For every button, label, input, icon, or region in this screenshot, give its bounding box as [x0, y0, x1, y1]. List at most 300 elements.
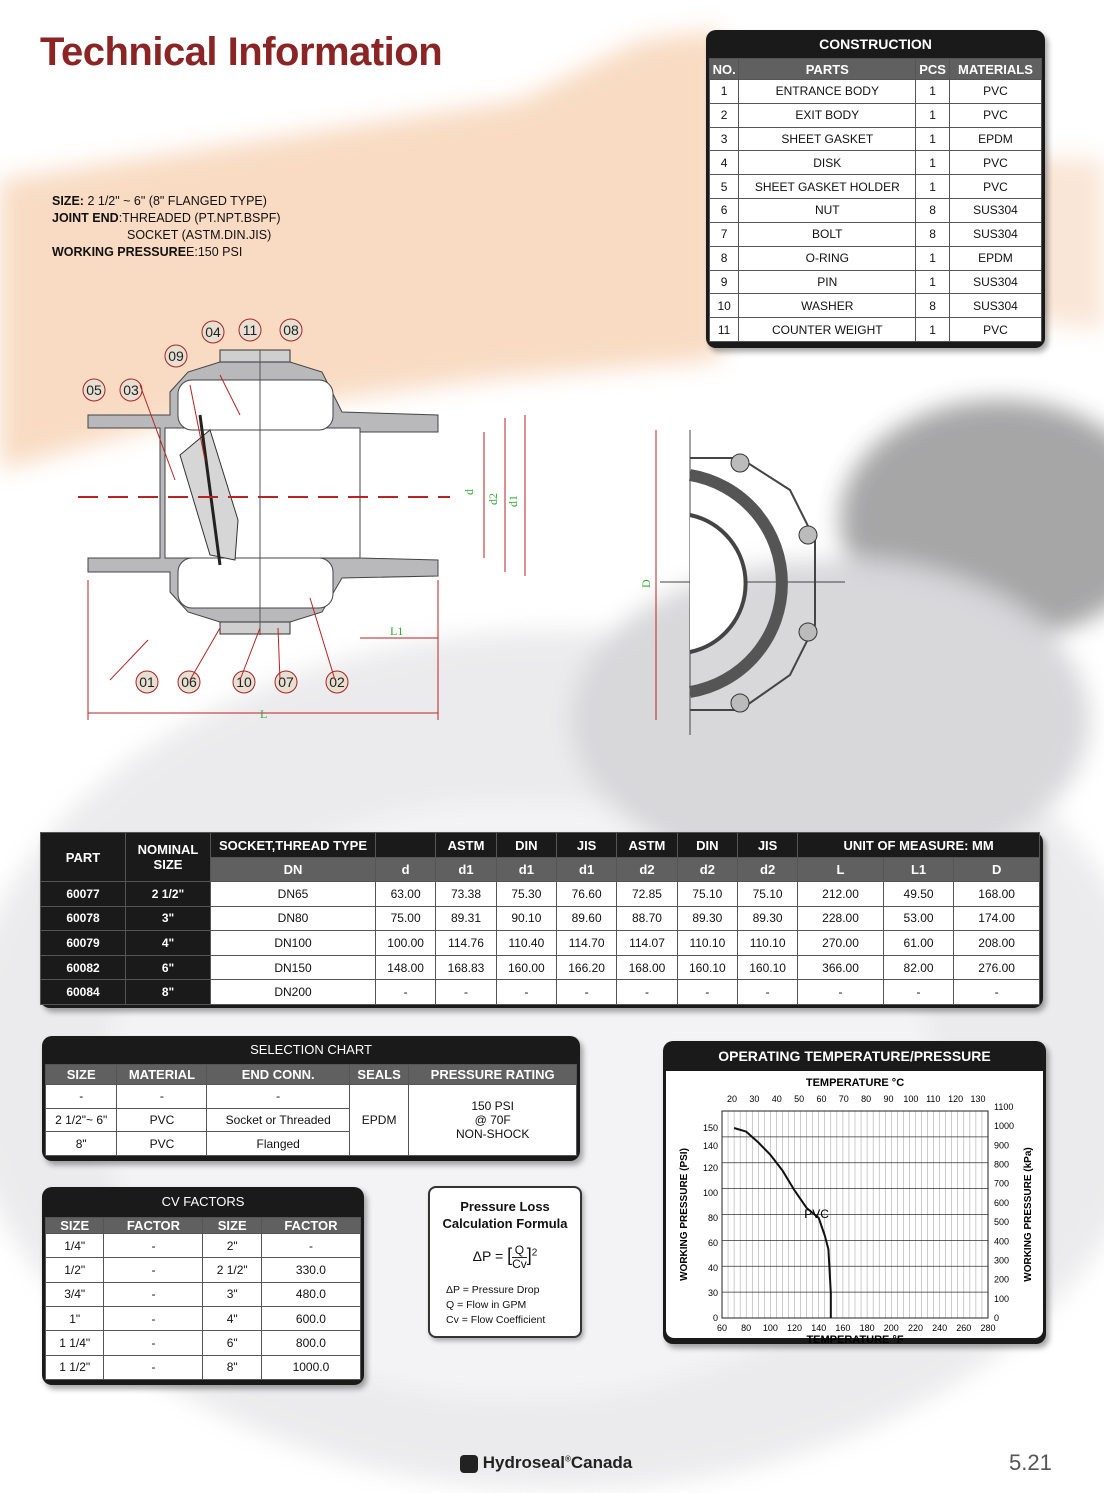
- x-tick: 80: [741, 1323, 752, 1333]
- x-axis-label: TEMPERATURE °F: [806, 1334, 904, 1346]
- y-tick: 140: [702, 1141, 718, 1151]
- construction-table: [706, 30, 1045, 348]
- dim-cell: 110.10: [737, 931, 797, 956]
- cv-cell: -: [104, 1234, 203, 1258]
- construction-title: CONSTRUCTION: [819, 36, 932, 52]
- y2-tick: 600: [994, 1197, 1010, 1208]
- callout-label: 06: [181, 674, 197, 690]
- top-tick: 130: [970, 1094, 986, 1104]
- selection-title: SELECTION CHART: [250, 1042, 372, 1057]
- construction-cell: PVC: [949, 80, 1041, 104]
- eq-lhs: ΔP =: [472, 1248, 504, 1265]
- x-tick: 160: [835, 1323, 851, 1333]
- top-tick: 20: [726, 1094, 738, 1104]
- dim-cell: 208.00: [954, 931, 1040, 956]
- nominal-size: 2 1/2": [126, 882, 211, 907]
- selection-cell: -: [207, 1085, 349, 1109]
- part-number: 60077: [41, 882, 126, 907]
- dim-d2-label: d2: [486, 493, 500, 505]
- dim-cell: 76.60: [556, 882, 616, 907]
- construction-row: [710, 80, 1042, 104]
- construction-cell: PVC: [949, 318, 1041, 342]
- dim-cell: -: [677, 980, 737, 1005]
- construction-cell: SUS304: [949, 222, 1041, 246]
- page-number: 5.21: [1009, 1450, 1052, 1475]
- seals-cell: EPDM: [349, 1085, 408, 1156]
- construction-cell: 2: [710, 103, 739, 127]
- dim-l-label: L: [260, 707, 268, 721]
- callout-label: 01: [139, 674, 155, 690]
- dim-cell: 49.50: [883, 882, 953, 907]
- construction-cell: 1: [916, 80, 950, 104]
- cv-title: CV FACTORS: [161, 1194, 245, 1209]
- construction-row: [710, 127, 1042, 151]
- dim-cell: -: [496, 980, 556, 1005]
- dim-cell: 89.60: [556, 906, 616, 931]
- construction-row: [710, 294, 1042, 318]
- brand-suffix: Canada: [570, 1453, 633, 1472]
- construction-cell: NUT: [739, 199, 916, 223]
- dim-col-header: d1: [556, 858, 616, 882]
- dim-row: [41, 931, 1040, 956]
- y-tick: 100: [702, 1188, 718, 1198]
- dim-col-header: L1: [883, 858, 953, 882]
- rating-line: 150 PSI: [471, 1099, 515, 1113]
- rating-cell: [409, 1085, 577, 1156]
- dimensions-table: [40, 832, 1043, 1008]
- formula-legend: [446, 1283, 580, 1328]
- construction-cell: DISK: [739, 151, 916, 175]
- dim-cell: 160.00: [496, 955, 556, 980]
- dim-cell: 110.10: [677, 931, 737, 956]
- top-tick: 60: [816, 1094, 827, 1104]
- top-tick: 30: [749, 1094, 760, 1104]
- dim-cell: 90.10: [496, 906, 556, 931]
- selection-cell: 2 1/2"~ 6": [46, 1108, 117, 1132]
- construction-cell: 1: [916, 175, 950, 199]
- cv-cell: 2 1/2": [203, 1258, 261, 1282]
- dim-cell: 148.00: [376, 955, 436, 980]
- construction-cell: 3: [710, 127, 739, 151]
- dim-row: [41, 955, 1040, 980]
- y2-tick: 100: [994, 1293, 1010, 1304]
- dim-cell: 228.00: [798, 906, 884, 931]
- rating-line: @ 70F: [474, 1113, 511, 1127]
- selection-cell: Socket or Threaded: [207, 1108, 349, 1132]
- dim-col-header: L: [798, 858, 884, 882]
- dim-d1-label: d1: [506, 495, 520, 507]
- dim-big-d-label: D: [639, 579, 653, 588]
- dim-cell: -: [798, 980, 884, 1005]
- top-axis-label: TEMPERATURE °C: [805, 1077, 905, 1089]
- cv-header: SIZE: [46, 1218, 104, 1234]
- selection-cell: PVC: [117, 1108, 207, 1132]
- cv-cell: 1000.0: [261, 1355, 360, 1379]
- eq-exponent: 2: [531, 1247, 538, 1259]
- y2-tick: 700: [994, 1178, 1010, 1189]
- size-value: 2 1/2" ~ 6" (8" FLANGED TYPE): [87, 194, 267, 208]
- top-tick: 50: [794, 1094, 805, 1104]
- selection-cell: 8": [46, 1132, 117, 1156]
- callout-label: 07: [278, 674, 294, 690]
- cv-cell: 1 1/4": [46, 1331, 104, 1355]
- y2-tick: 400: [994, 1236, 1010, 1247]
- cv-cell: -: [104, 1282, 203, 1306]
- dim-cell: DN65: [211, 882, 376, 907]
- selection-header: SEALS: [349, 1065, 408, 1085]
- dim-d-label: d: [462, 489, 476, 495]
- dim-col-header: d2: [617, 858, 677, 882]
- construction-cell: SUS304: [949, 199, 1041, 223]
- dim-cell: 174.00: [954, 906, 1040, 931]
- y-tick: 150: [702, 1123, 718, 1133]
- construction-cell: PIN: [739, 270, 916, 294]
- valve-side-drawing: [630, 420, 860, 740]
- cv-row: [46, 1306, 361, 1330]
- selection-cell: PVC: [117, 1132, 207, 1156]
- cv-cell: 800.0: [261, 1331, 360, 1355]
- cv-cell: 3": [203, 1282, 261, 1306]
- dim-col-header: d2: [737, 858, 797, 882]
- cv-cell: 330.0: [261, 1258, 360, 1282]
- x-tick: 200: [883, 1323, 899, 1333]
- std-jis-1: JIS: [556, 833, 616, 858]
- legend-q: Q = Flow in GPM: [446, 1299, 527, 1311]
- construction-cell: 1: [710, 80, 739, 104]
- construction-cell: WASHER: [739, 294, 916, 318]
- spec-summary: [52, 193, 281, 261]
- cv-header: FACTOR: [261, 1218, 360, 1234]
- dim-cell: 75.10: [677, 882, 737, 907]
- construction-cell: SHEET GASKET HOLDER: [739, 175, 916, 199]
- chart-title: OPERATING TEMPERATURE/PRESSURE: [718, 1048, 991, 1064]
- dim-cell: 270.00: [798, 931, 884, 956]
- cv-cell: -: [104, 1258, 203, 1282]
- construction-cell: ENTRANCE BODY: [739, 80, 916, 104]
- formula-equation: $\Delta P = [\frac{Q}{Cv}]^2$: [472, 1243, 538, 1271]
- dim-cell: 100.00: [376, 931, 436, 956]
- brand-name: Hydroseal: [482, 1453, 565, 1472]
- dim-cell: 212.00: [798, 882, 884, 907]
- construction-row: [710, 318, 1042, 342]
- callout-label: 11: [242, 322, 258, 338]
- y2-tick: 800: [994, 1159, 1010, 1170]
- temperature-pressure-chart: [663, 1041, 1046, 1344]
- col-socket: SOCKET,THREAD TYPE: [211, 833, 376, 858]
- cv-cell: -: [104, 1331, 203, 1355]
- cv-header: FACTOR: [104, 1218, 203, 1234]
- cv-cell: 1 1/2": [46, 1355, 104, 1379]
- cv-cell: 1/2": [46, 1258, 104, 1282]
- construction-cell: SUS304: [949, 294, 1041, 318]
- dim-cell: 72.85: [617, 882, 677, 907]
- cv-cell: 1/4": [46, 1234, 104, 1258]
- eq-denominator: Cv: [512, 1257, 527, 1271]
- dim-cell: -: [737, 980, 797, 1005]
- nominal-size: 8": [126, 980, 211, 1005]
- nominal-size: 6": [126, 955, 211, 980]
- x-tick: 120: [787, 1323, 803, 1333]
- y-tick: 30: [707, 1288, 718, 1298]
- dim-cell: 168.00: [954, 882, 1040, 907]
- eq-numerator: Q: [514, 1243, 525, 1257]
- cv-row: [46, 1331, 361, 1355]
- cv-row: [46, 1355, 361, 1379]
- x-tick: 60: [716, 1323, 728, 1333]
- construction-cell: SUS304: [949, 270, 1041, 294]
- part-number: 60078: [41, 906, 126, 931]
- dim-cell: 160.10: [677, 955, 737, 980]
- construction-cell: 1: [916, 246, 950, 270]
- selection-header: MATERIAL: [117, 1065, 207, 1085]
- dim-cell: 160.10: [737, 955, 797, 980]
- col-nominal-size: [126, 833, 211, 882]
- construction-cell: 8: [916, 222, 950, 246]
- part-number: 60084: [41, 980, 126, 1005]
- logo-icon: [460, 1455, 478, 1473]
- pressure-value: E:150 PSI: [186, 245, 243, 259]
- dim-cell: 73.38: [436, 882, 496, 907]
- dim-cell: 53.00: [883, 906, 953, 931]
- construction-cell: 1: [916, 270, 950, 294]
- dim-cell: 110.40: [496, 931, 556, 956]
- cv-cell: -: [104, 1355, 203, 1379]
- construction-header: MATERIALS: [949, 59, 1041, 80]
- std-astm-1: ASTM: [436, 833, 496, 858]
- joint-value-2: SOCKET (ASTM.DIN.JIS): [127, 228, 272, 242]
- size-label: SIZE:: [52, 194, 84, 208]
- construction-row: [710, 222, 1042, 246]
- joint-label: JOINT END: [52, 211, 119, 225]
- construction-cell: 7: [710, 222, 739, 246]
- cv-row: [46, 1234, 361, 1258]
- cv-cell: 600.0: [261, 1306, 360, 1330]
- dim-col-header: D: [954, 858, 1040, 882]
- construction-cell: SHEET GASKET: [739, 127, 916, 151]
- y2-tick: 1100: [994, 1102, 1014, 1112]
- dim-cell: DN100: [211, 931, 376, 956]
- y2-tick: 200: [994, 1274, 1010, 1285]
- construction-row: [710, 175, 1042, 199]
- dim-cell: 82.00: [883, 955, 953, 980]
- dim-cell: 89.31: [436, 906, 496, 931]
- cv-cell: 6": [203, 1331, 261, 1355]
- construction-cell: 11: [710, 318, 739, 342]
- callout-label: 03: [123, 382, 139, 398]
- pressure-label: WORKING PRESSURE: [52, 245, 187, 259]
- dim-col-header: d2: [677, 858, 737, 882]
- dim-col-header: d1: [496, 858, 556, 882]
- top-tick: 70: [838, 1094, 849, 1104]
- dim-cell: -: [954, 980, 1040, 1005]
- construction-cell: EXIT BODY: [739, 103, 916, 127]
- selection-header: END CONN.: [207, 1065, 349, 1085]
- callout-label: 04: [205, 324, 221, 340]
- dim-row: [41, 882, 1040, 907]
- cv-factors-table: [42, 1187, 364, 1385]
- dim-cell: 168.00: [617, 955, 677, 980]
- selection-grid: [45, 1064, 577, 1156]
- series-label-pvc: PVC: [804, 1207, 829, 1221]
- nominal-size: 3": [126, 906, 211, 931]
- x-tick: 280: [980, 1323, 996, 1333]
- size-label-2: SIZE: [153, 857, 183, 872]
- construction-cell: 1: [916, 103, 950, 127]
- selection-header: PRESSURE RATING: [409, 1065, 577, 1085]
- nominal-size: 4": [126, 931, 211, 956]
- cv-row: [46, 1282, 361, 1306]
- x-tick: 220: [907, 1323, 923, 1333]
- construction-cell: 10: [710, 294, 739, 318]
- construction-row: [710, 270, 1042, 294]
- part-number: 60082: [41, 955, 126, 980]
- cv-grid: [45, 1217, 361, 1380]
- dim-cell: -: [376, 980, 436, 1005]
- y2-tick: 500: [994, 1217, 1010, 1228]
- x-tick: 140: [811, 1323, 827, 1333]
- selection-row: [46, 1085, 577, 1109]
- construction-cell: PVC: [949, 103, 1041, 127]
- dim-cell: 366.00: [798, 955, 884, 980]
- dim-cell: -: [556, 980, 616, 1005]
- page-title: Technical Information: [40, 30, 443, 74]
- dim-row: [41, 980, 1040, 1005]
- construction-cell: 1: [916, 151, 950, 175]
- top-tick: 90: [883, 1094, 894, 1104]
- construction-cell: 1: [916, 127, 950, 151]
- construction-header: PCS: [916, 59, 950, 80]
- construction-cell: COUNTER WEIGHT: [739, 318, 916, 342]
- std-din-2: DIN: [677, 833, 737, 858]
- y2-tick: 0: [994, 1313, 1000, 1323]
- construction-header: PARTS: [739, 59, 916, 80]
- construction-cell: 8: [916, 199, 950, 223]
- construction-cell: PVC: [949, 175, 1041, 199]
- dim-cell: 75.10: [737, 882, 797, 907]
- formula-title-1: Pressure Loss: [460, 1199, 550, 1214]
- top-tick: 120: [948, 1094, 964, 1104]
- top-tick: 80: [861, 1094, 872, 1104]
- dim-cell: DN80: [211, 906, 376, 931]
- callout-label: 10: [236, 674, 252, 690]
- dim-cell: 166.20: [556, 955, 616, 980]
- cv-cell: -: [261, 1234, 360, 1258]
- construction-row: [710, 199, 1042, 223]
- dim-row: [41, 906, 1040, 931]
- construction-cell: 8: [710, 246, 739, 270]
- dim-cell: 276.00: [954, 955, 1040, 980]
- legend-cv: Cv = Flow Coefficient: [446, 1314, 546, 1326]
- formula-title-2: Calculation Formula: [442, 1216, 568, 1231]
- x-tick: 260: [956, 1323, 972, 1333]
- construction-cell: EPDM: [949, 127, 1041, 151]
- x-tick: 180: [859, 1323, 875, 1333]
- std-din-1: DIN: [496, 833, 556, 858]
- cv-header: SIZE: [203, 1218, 261, 1234]
- nominal-label: NOMINAL: [137, 842, 199, 857]
- y-tick: 120: [702, 1163, 718, 1173]
- construction-row: [710, 103, 1042, 127]
- construction-cell: 6: [710, 199, 739, 223]
- callout-label: 08: [283, 322, 299, 338]
- x-tick: 240: [932, 1323, 948, 1333]
- dim-cell: DN200: [211, 980, 376, 1005]
- dim-cell: -: [883, 980, 953, 1005]
- construction-cell: 8: [916, 294, 950, 318]
- dim-col-header: d1: [436, 858, 496, 882]
- construction-cell: 4: [710, 151, 739, 175]
- top-tick: 40: [771, 1094, 782, 1104]
- selection-header: SIZE: [46, 1065, 117, 1085]
- dim-cell: -: [617, 980, 677, 1005]
- top-tick: 100: [903, 1094, 919, 1104]
- std-astm-2: ASTM: [617, 833, 677, 858]
- top-tick: 110: [926, 1094, 941, 1104]
- y-axis-label: WORKING PRESSURE (PSI): [679, 1148, 690, 1281]
- cv-row: [46, 1258, 361, 1282]
- callout-label: 05: [86, 382, 102, 398]
- dim-col-header: d: [376, 858, 436, 882]
- legend-dp: ΔP = Pressure Drop: [446, 1284, 540, 1296]
- part-number: 60079: [41, 931, 126, 956]
- dim-col-header: DN: [211, 858, 376, 882]
- selection-cell: -: [117, 1085, 207, 1109]
- construction-cell: O-RING: [739, 246, 916, 270]
- dim-cell: -: [436, 980, 496, 1005]
- construction-header: NO.: [710, 59, 739, 80]
- dim-cell: 114.70: [556, 931, 616, 956]
- y-tick: 80: [707, 1213, 718, 1223]
- unit-label: UNIT OF MEASURE: MM: [798, 833, 1040, 858]
- selection-cell: Flanged: [207, 1132, 349, 1156]
- dim-cell: 75.30: [496, 882, 556, 907]
- selection-chart: [42, 1036, 580, 1161]
- dimensions-grid: [40, 832, 1040, 1005]
- std-jis-2: JIS: [737, 833, 797, 858]
- callout-label: 02: [329, 674, 345, 690]
- footer-logo: Hydroseal®Canada: [460, 1453, 632, 1473]
- x-tick: 100: [762, 1323, 778, 1333]
- dim-cell: DN150: [211, 955, 376, 980]
- dim-cell: 88.70: [617, 906, 677, 931]
- construction-cell: PVC: [949, 151, 1041, 175]
- dim-cell: 75.00: [376, 906, 436, 931]
- y-tick: 60: [707, 1238, 718, 1248]
- callout-label: 09: [168, 348, 184, 364]
- col-part: PART: [41, 833, 126, 882]
- construction-cell: 1: [916, 318, 950, 342]
- construction-cell: 9: [710, 270, 739, 294]
- dim-cell: 61.00: [883, 931, 953, 956]
- construction-row: [710, 151, 1042, 175]
- y2-tick: 1000: [994, 1121, 1015, 1132]
- dim-cell: 63.00: [376, 882, 436, 907]
- valve-section-drawing: [60, 310, 520, 730]
- y2-tick: 300: [994, 1255, 1010, 1266]
- chart-plot: [666, 1071, 1043, 1346]
- construction-cell: EPDM: [949, 246, 1041, 270]
- cv-cell: -: [104, 1306, 203, 1330]
- dim-cell: 114.07: [617, 931, 677, 956]
- construction-grid: [709, 58, 1042, 342]
- dim-cell: 89.30: [677, 906, 737, 931]
- construction-cell: BOLT: [739, 222, 916, 246]
- cv-cell: 1": [46, 1306, 104, 1330]
- y-tick: 0: [712, 1313, 718, 1323]
- cv-cell: 480.0: [261, 1282, 360, 1306]
- dim-cell: 114.76: [436, 931, 496, 956]
- construction-row: [710, 246, 1042, 270]
